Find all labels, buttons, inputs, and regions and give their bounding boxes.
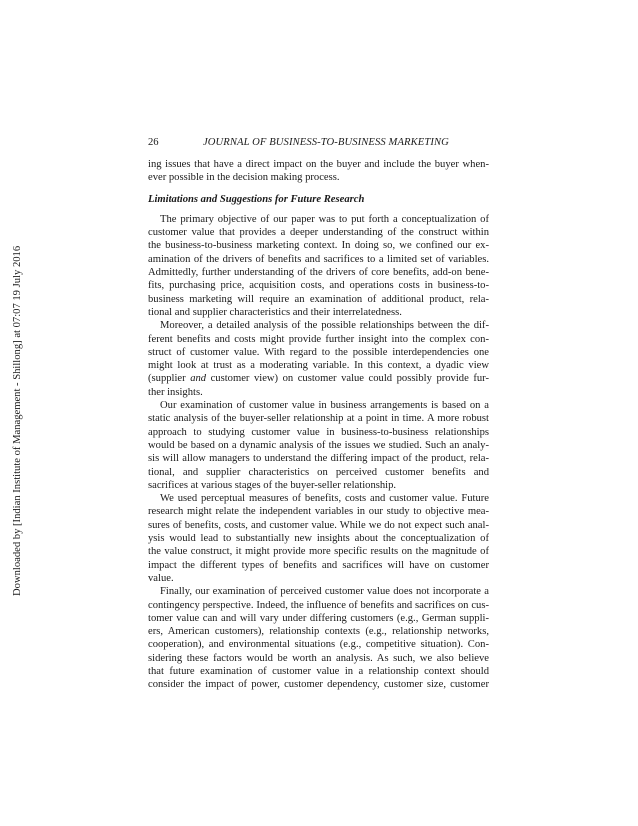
paragraph-1: [148, 213, 489, 319]
text-line: tional, and supplier characteristics on perceived customer benefits and: [148, 466, 489, 478]
running-head: [148, 136, 488, 150]
text-line: the value construct, it might provide more specific results on the magnitude of: [148, 546, 489, 558]
text-line: sacrifices at various stages of the buyer-seller relationship.: [148, 479, 397, 491]
text-line: might look at trust as a moderating variable. In this context, a dyadic view: [148, 360, 489, 372]
text-fragment: customer view) on customer value could possibly provide fur-: [206, 373, 489, 385]
text-fragment: (supplier: [148, 373, 191, 385]
text-line: We used perceptual measures of benefits, costs and customer value. Future: [160, 493, 489, 505]
text-line: ther insights.: [148, 386, 203, 398]
text-line: tional and supplier characteristics and their interrelatedness.: [148, 306, 402, 318]
text-line: consider the impact of power, customer dependency, customer size, customer: [148, 679, 489, 691]
text-line: ysis would lead to substantially new insights about the conceptualization of: [148, 533, 489, 545]
text-line: impact the different types of benefits and sacrifices will have on customer: [148, 559, 489, 571]
text-line: business marketing will require an examination of additional product, rela-: [148, 293, 489, 305]
text-line: sis will allow managers to understand the differing impact of the product, rela-: [148, 453, 489, 465]
text-line: Admittedly, further understanding of the drivers of core benefits, add-on bene-: [148, 267, 489, 279]
text-line: The primary objective of our paper was to put forth a conceptualization of: [160, 213, 489, 225]
text-line: Our examination of customer value in business arrangements is based on a: [160, 400, 489, 412]
page-number: 26: [148, 137, 159, 148]
text-line: contingency perspective. Indeed, the influence of benefits and sacrifices on cus-: [148, 599, 489, 611]
download-stamp: Downloaded by [Indian Institute of Management - Shillong] at 07:07 19 July 2016: [12, 245, 23, 596]
paragraph-3: [148, 399, 489, 492]
paragraph-4: [148, 492, 489, 585]
text-line: that future examination of customer value in a relationship context should: [148, 665, 489, 677]
text-line: value.: [148, 572, 174, 584]
intro-paragraph: [148, 158, 489, 185]
emphasized-word: and: [190, 373, 207, 385]
text-line: fits, purchasing price, acquisition costs, and operations costs in business-to-: [148, 280, 489, 292]
text-line: ers, American customers), relationship contexts (e.g., relationship networks,: [148, 626, 489, 638]
text-line: cooperation), and environmental situations (e.g., competitive situation). Con-: [148, 639, 489, 651]
text-line: [148, 372, 489, 385]
text-line: sidering these factors would be worth an analysis. As such, we also believe: [148, 652, 489, 664]
paragraph-2: [148, 319, 489, 399]
text-line: ing issues that have a direct impact on the buyer and include the buyer when-: [148, 159, 489, 170]
text-line: static analysis of the buyer-seller relationship at a point in time. A more robust: [148, 413, 489, 425]
body-text: [148, 158, 489, 692]
text-line: Finally, our examination of perceived customer value does not incorporate a: [160, 586, 489, 598]
text-line: would be based on a dynamic analysis of the issues we studied. Such an analy-: [148, 439, 489, 451]
text-line: approach to studying customer value in business-to-business relationships: [148, 426, 489, 438]
text-line: tomer value can and will vary under differing customers (e.g., German suppli-: [148, 612, 489, 624]
text-line: ever possible in the decision making process.: [148, 172, 340, 184]
text-line: customer value that provides a deeper understanding of the construct within: [148, 227, 489, 239]
text-line: Moreover, a detailed analysis of the possible relationships between the dif-: [160, 320, 489, 332]
text-line: sures of benefits, costs, and customer value. While we do not expect such anal-: [148, 519, 489, 531]
section-heading: Limitations and Suggestions for Future Research: [148, 193, 365, 205]
text-line: struct of customer value. With regard to the possible interdependencies one: [148, 346, 489, 358]
journal-title: JOURNAL OF BUSINESS-TO-BUSINESS MARKETING: [203, 137, 449, 148]
paragraph-5: [148, 585, 489, 691]
text-line: the business-to-business marketing context. In doing so, we confined our ex-: [148, 240, 489, 252]
text-line: ferent benefits and costs might provide further insight into the complex con-: [148, 333, 489, 345]
text-line: amination of the drivers of benefits and sacrifices to a limited set of variables.: [148, 253, 489, 265]
text-line: research might relate the independent variables in our study to objective mea-: [148, 506, 489, 518]
